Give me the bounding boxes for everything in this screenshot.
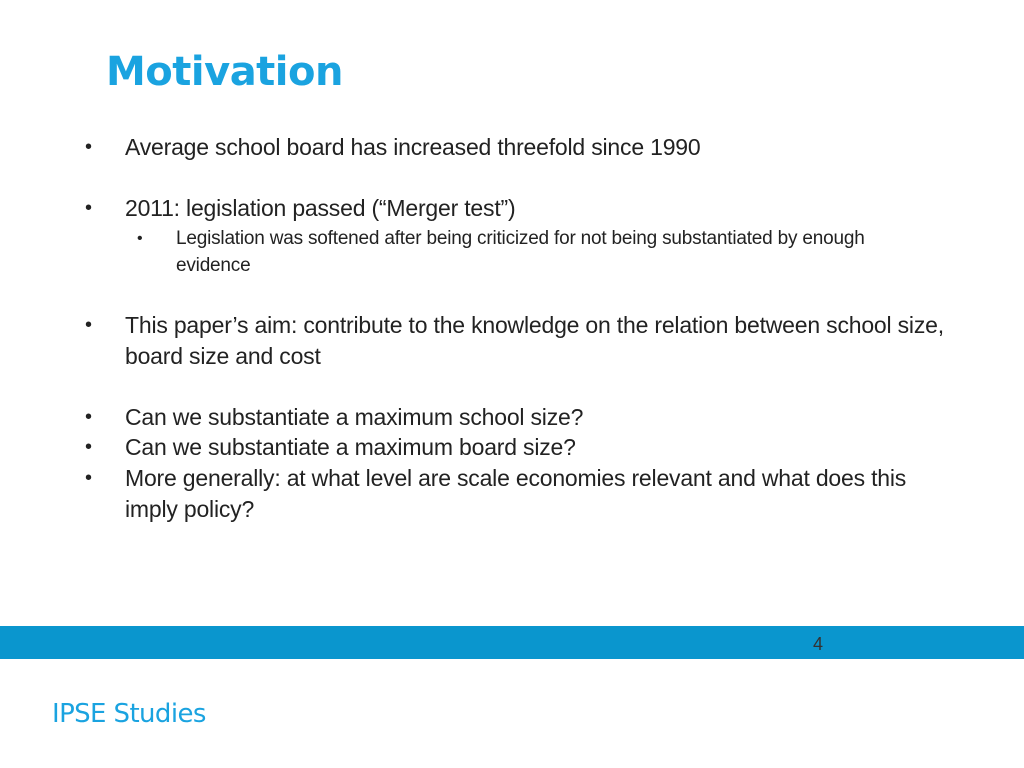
bullet-marker: • (85, 314, 93, 336)
sub-bullet-marker: • (137, 230, 143, 247)
slide-title: Motivation (106, 49, 343, 95)
bullet-item-legislation: 2011: legislation passed (“Merger test”) (125, 195, 516, 221)
bullet-marker: • (85, 467, 93, 489)
bullet-item-scale-economies: More generally: at what level are scale economies relevant and what does this imply policy? (125, 465, 907, 522)
page-number: 4 (812, 634, 823, 654)
bullet-item-board-growth: Average school board has increased threefold since 1990 (125, 134, 701, 160)
bullet-item-max-school-size: Can we substantiate a maximum school size? (125, 404, 584, 430)
footer-bar (0, 626, 1024, 659)
bullet-marker: • (85, 197, 93, 219)
bullet-item-max-board-size: Can we substantiate a maximum board size? (125, 434, 576, 460)
bullet-marker: • (85, 436, 93, 458)
bullet-marker: • (85, 136, 93, 158)
sub-item-legislation-softened: Legislation was softened after being criticized for not being substantiated by enough evidence (176, 228, 865, 276)
bullet-item-paper-aim: This paper’s aim: contribute to the knowledge on the relation between school size, board size and cost (125, 312, 944, 369)
brand-logo: IPSE Studies (52, 699, 206, 729)
bullet-marker: • (85, 406, 93, 428)
